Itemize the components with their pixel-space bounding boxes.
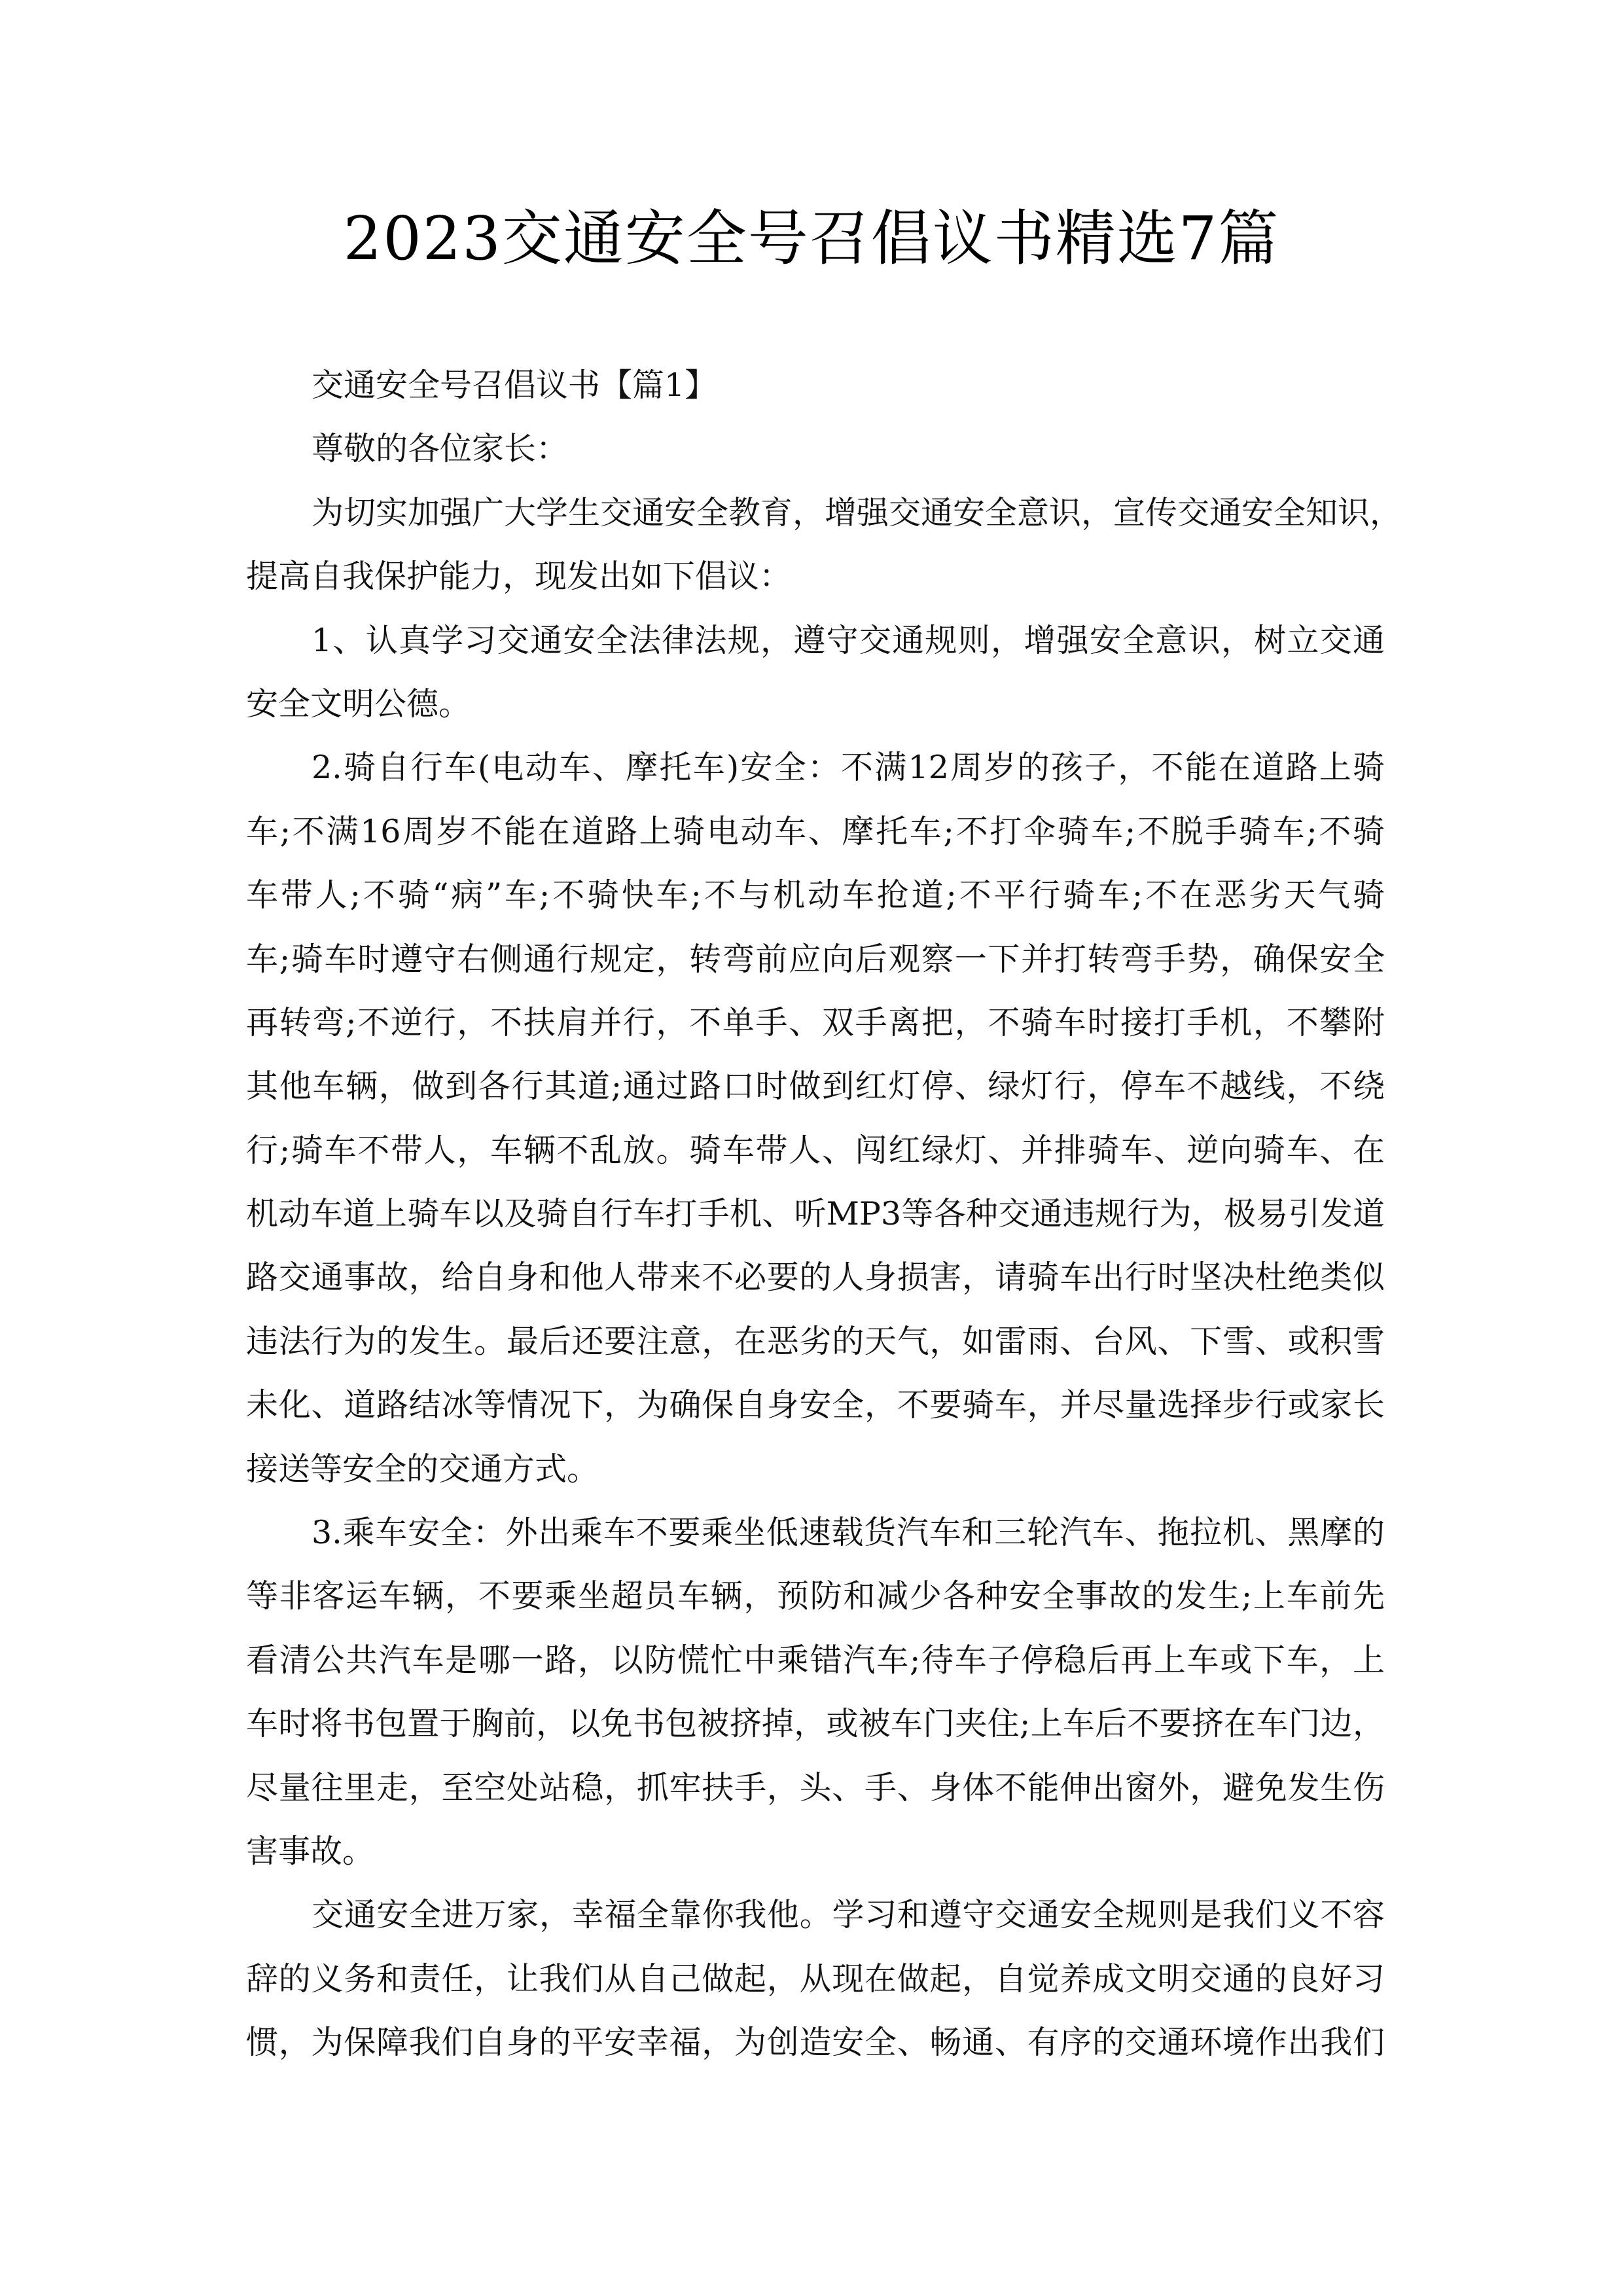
paragraph-line: 尽量往里走，至空处站稳，抓牢扶手，头、手、身体不能伸出窗外，避免发生伤 [246,1768,1385,1806]
paragraph-line: 害事故。 [246,1832,375,1870]
paragraph-line: 车;不满16周岁不能在道路上骑电动车、摩托车;不打伞骑车;不脱手骑车;不骑 [246,812,1385,850]
paragraph-line: 安全文明公德。 [246,685,471,723]
paragraph-line: 交通安全进万家，幸福全靠你我他。学习和遵守交通安全规则是我们义不容 [312,1896,1385,1934]
paragraph-line: 1、认真学习交通安全法律法规，遵守交通规则，增强安全意识，树立交通 [312,621,1385,659]
paragraph-line: 2.骑自行车(电动车、摩托车)安全：不满12周岁的孩子，不能在道路上骑 [312,749,1385,787]
paragraph-line: 车时将书包置于胸前，以免书包被挤掉，或被车门夹住;上车后不要挤在车门边， [246,1705,1385,1743]
paragraph-line: 提高自我保护能力，现发出如下倡议： [246,558,792,596]
paragraph-line: 车;骑车时遵守右侧通行规定，转弯前应向后观察一下并打转弯手势，确保安全 [246,940,1385,978]
paragraph-line: 路交通事故，给自身和他人带来不必要的人身损害，请骑车出行时坚决杜绝类似 [246,1259,1385,1297]
paragraph-line: 辞的义务和责任，让我们从自己做起，从现在做起，自觉养成文明交通的良好习 [246,1960,1385,1998]
salutation: 尊敬的各位家长： [312,430,569,468]
document-body [246,353,1402,2075]
paragraph-line: 等非客运车辆，不要乘坐超员车辆，预防和减少各种安全事故的发生;上车前先 [246,1577,1385,1615]
paragraph-line: 接送等安全的交通方式。 [246,1450,599,1488]
document-title: 2023交通安全号召倡议书精选7篇 [343,204,1280,274]
paragraph-line: 惯，为保障我们自身的平安幸福，为创造安全、畅通、有序的交通环境作出我们 [246,2024,1385,2062]
section-heading: 交通安全号召倡议书【篇1】 [312,367,717,404]
paragraph-line: 机动车道上骑车以及骑自行车打手机、听MP3等各种交通违规行为，极易引发道 [246,1195,1385,1233]
paragraph-line: 违法行为的发生。最后还要注意，在恶劣的天气，如雷雨、台风、下雪、或积雪 [246,1322,1385,1360]
paragraph-line: 行;骑车不带人，车辆不乱放。骑车带人、闯红绿灯、并排骑车、逆向骑车、在 [246,1131,1385,1169]
paragraph-line: 其他车辆，做到各行其道;通过路口时做到红灯停、绿灯行，停车不越线，不绕 [246,1067,1385,1105]
paragraph-line: 未化、道路结冰等情况下，为确保自身安全，不要骑车，并尽量选择步行或家长 [246,1386,1385,1424]
paragraph-line: 看清公共汽车是哪一路，以防慌忙中乘错汽车;待车子停稳后再上车或下车，上 [246,1641,1385,1679]
paragraph-line: 车带人;不骑“病”车;不骑快车;不与机动车抢道;不平行骑车;不在恶劣天气骑 [246,876,1385,914]
paragraph-line: 为切实加强广大学生交通安全教育，增强交通安全意识，宣传交通安全知识， [312,493,1402,531]
paragraph-line: 3.乘车安全：外出乘车不要乘坐低速载货汽车和三轮汽车、拖拉机、黑摩的 [312,1514,1385,1552]
paragraph-line: 再转弯;不逆行，不扶肩并行，不单手、双手离把，不骑车时接打手机，不攀附 [246,1003,1385,1041]
